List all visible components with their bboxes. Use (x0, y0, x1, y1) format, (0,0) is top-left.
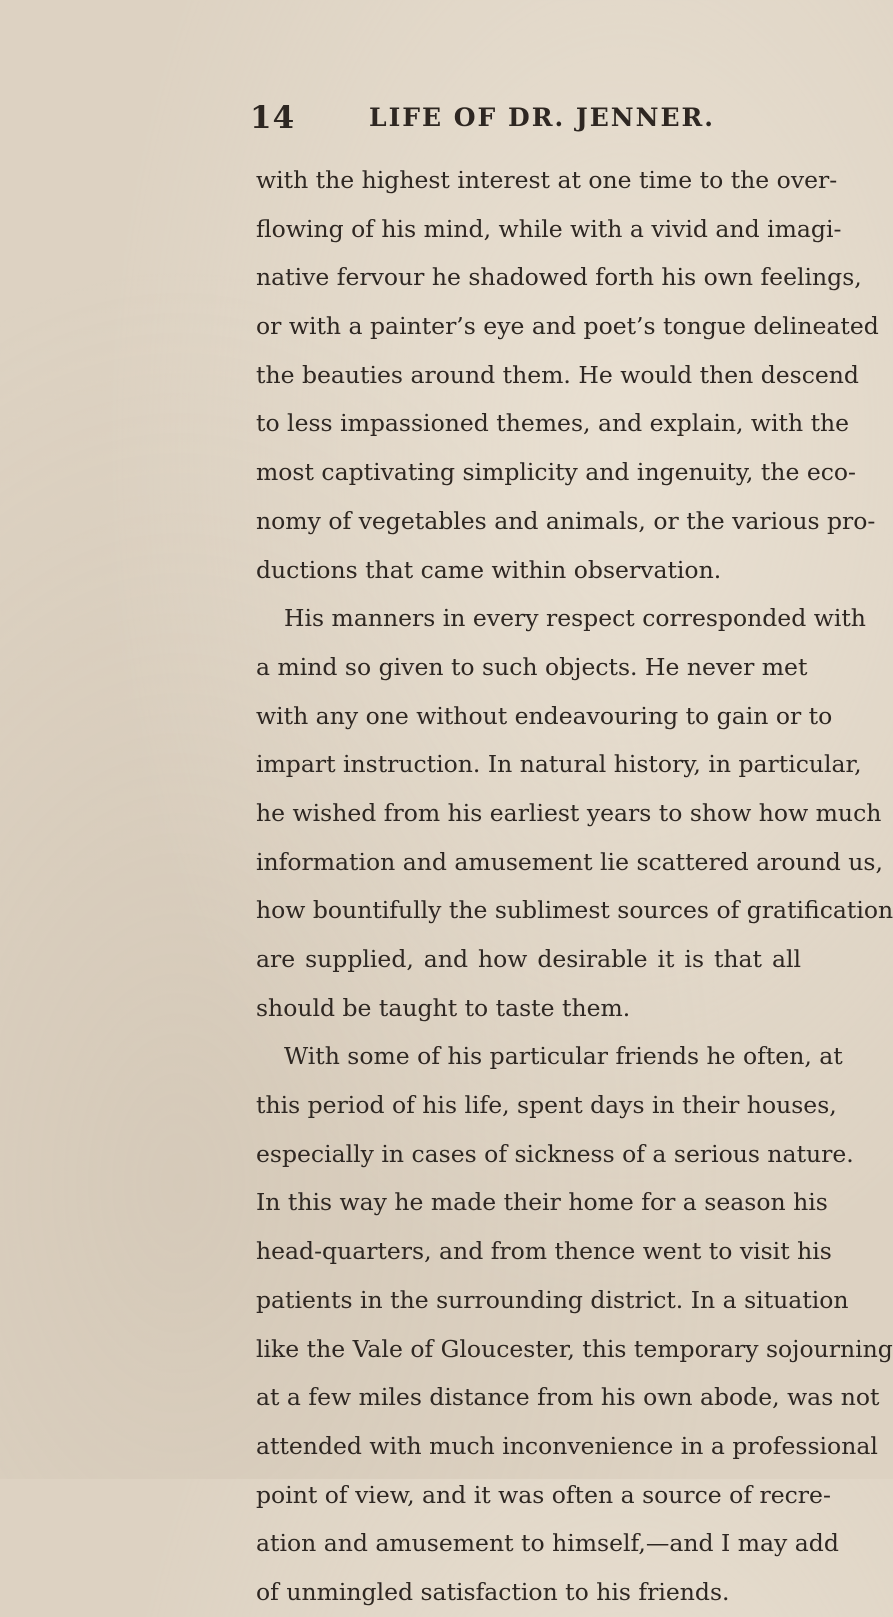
text-line: patients in the surrounding district. In a situation (256, 1285, 849, 1314)
text-line: With some of his particular friends he often, at (284, 1042, 843, 1071)
text-line: nomy of vegetables and animals, or the various pro- (256, 506, 876, 535)
text-line: are supplied, and how desirable it is that all (256, 945, 801, 973)
paragraph-1 (256, 156, 879, 594)
text-line: In this way he made their home for a season his (256, 1188, 828, 1217)
text-line: His manners in every respect corresponded with (284, 604, 866, 633)
text-line: attended with much inconvenience in a professional (256, 1431, 878, 1460)
text-line: with any one without endeavouring to gain or to (256, 701, 833, 730)
text-line: with the highest interest at one time to the over- (256, 166, 838, 194)
running-head-title: LIFE OF DR. JENNER. (369, 103, 715, 132)
text-line: this period of his life, spent days in their houses, (256, 1091, 837, 1120)
text-line: he wished from his earliest years to show how much (256, 798, 882, 827)
text-line: how bountifully the sublimest sources of gratification (256, 896, 893, 925)
body-text (256, 156, 893, 1617)
text-line: at a few miles distance from his own abode, was not (256, 1383, 880, 1412)
text-line: the beauties around them. He would then descend (256, 360, 859, 389)
text-line: like the Vale of Gloucester, this temporary sojourning (256, 1334, 893, 1363)
text-line: head-quarters, and from thence went to visit his (256, 1237, 832, 1266)
text-line: especially in cases of sickness of a serious nature. (256, 1139, 854, 1168)
text-line: or with a painter’s eye and poet’s tongue delineated (256, 312, 879, 341)
text-line: ductions that came within observation. (256, 555, 722, 584)
running-head (250, 100, 810, 140)
text-line: to less impassioned themes, and explain, with the (256, 409, 850, 438)
text-line: flowing of his mind, while with a vivid and imagi- (256, 214, 842, 243)
text-line: a mind so given to such objects. He never met (256, 652, 808, 681)
text-line: information and amusement lie scattered around us, (256, 847, 883, 876)
text-line: of unmingled satisfaction to his friends. (256, 1577, 730, 1606)
text-line: point of view, and it was often a source of recre- (256, 1480, 831, 1509)
paragraph-2 (256, 594, 893, 1032)
text-line: ation and amusement to himself,—and I may add (256, 1529, 839, 1558)
text-line: native fervour he shadowed forth his own feelings, (256, 263, 862, 292)
text-line: should be taught to taste them. (256, 993, 631, 1022)
page-number: 14 (250, 100, 296, 136)
text-line: impart instruction. In natural history, in particular, (256, 750, 862, 779)
paragraph-3 (256, 1032, 893, 1616)
text-line: most captivating simplicity and ingenuity, the eco- (256, 458, 856, 487)
